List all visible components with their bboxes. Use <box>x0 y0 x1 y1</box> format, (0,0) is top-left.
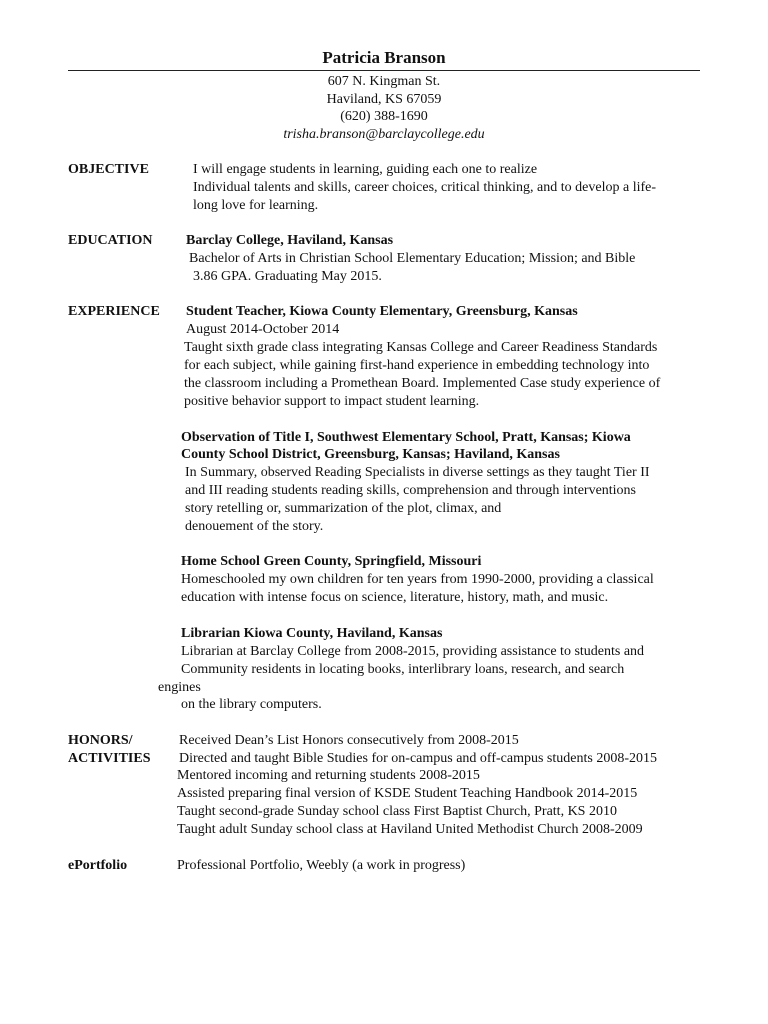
objective-line: long love for learning. <box>193 198 319 213</box>
address-line-1: 607 N. Kingman St. <box>327 74 441 89</box>
job-title: Librarian Kiowa County, Haviland, Kansas <box>181 626 443 641</box>
job-description-line: In Summary, observed Reading Specialists in diverse settings as they taught Tier II <box>185 465 650 480</box>
eportfolio-text: Professional Portfolio, Weebly (a work in progress) <box>177 858 466 873</box>
header-divider <box>68 70 700 71</box>
activities-heading: ACTIVITIES <box>68 751 151 766</box>
job-description-line: Community residents in locating books, interlibrary loans, research, and search <box>181 662 625 677</box>
job-description-line: Taught sixth grade class integrating Kansas College and Career Readiness Standards <box>184 340 658 355</box>
job-description-line: denouement of the story. <box>185 519 324 534</box>
job-description-line: Librarian at Barclay College from 2008-2015, providing assistance to students and <box>181 644 645 659</box>
job-description-line: August 2014-October 2014 <box>186 322 340 337</box>
job-description-line: Homeschooled my own children for ten years from 1990-2000, providing a classical <box>181 572 654 587</box>
honors-item: Assisted preparing final version of KSDE Student Teaching Handbook 2014-2015 <box>177 786 638 801</box>
job-title: Student Teacher, Kiowa County Elementary, Greensburg, Kansas <box>186 304 578 319</box>
honors-item: Taught adult Sunday school class at Haviland United Methodist Church 2008-2009 <box>177 822 643 837</box>
education-gpa: 3.86 GPA. Graduating May 2015. <box>193 269 382 284</box>
job-title: Observation of Title I, Southwest Elementary School, Pratt, Kansas; Kiowa <box>181 430 631 445</box>
job-description-line: story retelling or, summarization of the plot, climax, and <box>185 501 502 516</box>
job-description-line: for each subject, while gaining first-hand experience in embedding technology into <box>184 358 650 373</box>
job-title: Home School Green County, Springfield, Missouri <box>181 554 482 569</box>
job-description-line: positive behavior support to impact student learning. <box>184 394 480 409</box>
job-description-line: engines <box>158 680 201 695</box>
phone-number: (620) 388-1690 <box>340 109 428 124</box>
job-description-line: and III reading students reading skills, comprehension and through interventions <box>185 483 637 498</box>
applicant-name: Patricia Branson <box>322 48 446 67</box>
job-description-line: the classroom including a Promethean Board. Implemented Case study experience of <box>184 376 661 391</box>
education-degree: Bachelor of Arts in Christian School Elementary Education; Mission; and Bible <box>189 251 636 266</box>
honors-item: Received Dean’s List Honors consecutively from 2008-2015 <box>179 733 519 748</box>
honors-item: Directed and taught Bible Studies for on-campus and off-campus students 2008-2015 <box>179 751 657 766</box>
address-line-2: Haviland, KS 67059 <box>326 91 442 107</box>
honors-item: Mentored incoming and returning students 2008-2015 <box>177 768 480 783</box>
experience-heading: EXPERIENCE <box>68 304 160 319</box>
education-school: Barclay College, Haviland, Kansas <box>186 233 394 248</box>
job-title: County School District, Greensburg, Kansas; Haviland, Kansas <box>181 447 560 462</box>
honors-item: Taught second-grade Sunday school class First Baptist Church, Pratt, KS 2010 <box>177 804 617 819</box>
education-heading: EDUCATION <box>68 233 153 248</box>
job-description-line: on the library computers. <box>181 697 322 712</box>
objective-line: Individual talents and skills, career choices, critical thinking, and to develop a life- <box>193 180 657 195</box>
email-address[interactable]: trisha.branson@barclaycollege.edu <box>283 126 485 142</box>
honors-heading: HONORS/ <box>68 733 133 748</box>
objective-heading: OBJECTIVE <box>68 162 149 177</box>
job-description-line: education with intense focus on science, literature, history, math, and music. <box>181 590 609 605</box>
eportfolio-heading: ePortfolio <box>68 858 128 873</box>
objective-line: I will engage students in learning, guiding each one to realize <box>193 162 538 177</box>
